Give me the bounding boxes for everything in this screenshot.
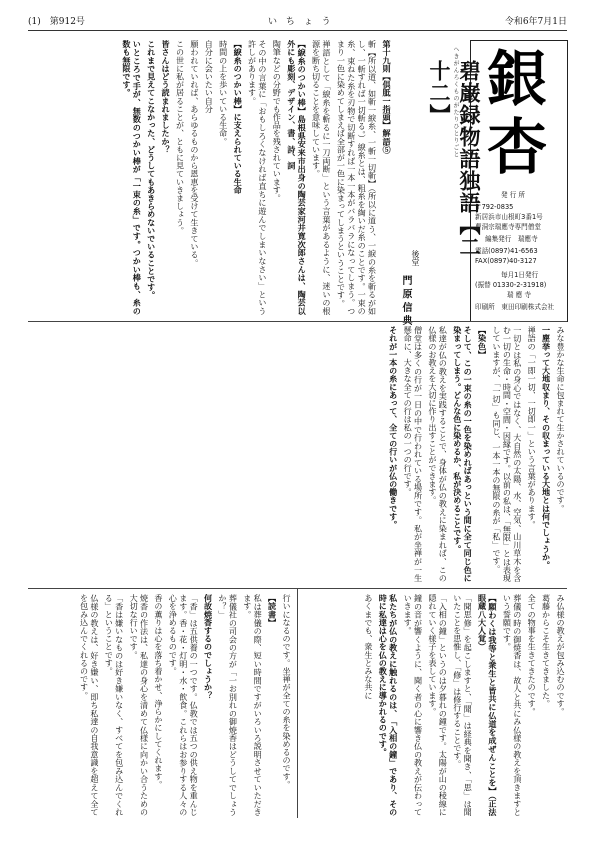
paragraph: 【読書】 [267,594,278,627]
logo-char-2: 杏 [487,113,547,183]
paragraph: 僧堂は多くの行が一日の中で行われている場所です。私が坐禅が一生懸命に、大きな全ての行は私の一つの行です。 [403,326,424,582]
paragraph: 【染色】 [477,326,488,359]
paragraph: 行いになるのです。坐禅が全ての糸を染めるのです。 [282,594,292,789]
paragraph: 葛藤からこそ生きてきました。 [541,594,552,708]
paragraph: この世に私が居ることが、ともに見ていきましょう。 [175,40,186,235]
editor: 編集発行 瑞應寺 [485,235,538,243]
paragraph: 第十九則【倶胝一指頭】解語⑤ [382,40,392,154]
header-rule [28,30,567,31]
paragraph: み仏様の教えが包み込むのです。 [556,594,566,716]
paragraph: あくまでも、衆生とみな共に [363,594,374,700]
paragraph: 「聞思修」を起こしますと、「聞」は経典を聞き、「思」は聞いたことを思惟し、「修」は修行することです。 [452,594,474,816]
fax: FAX(0897)40-3127 [475,257,537,265]
furikae-account: (振替 01330-2-31918) [475,281,547,289]
newsletter-title: い ち ょ う [268,17,334,27]
paragraph: 私たちが仏の教えに触れるのは、「入相の鐘」であり、その時に私達は心を仏の教えに導かれるのです。 [378,594,399,816]
author-label: 後堂 [411,250,420,266]
paragraph: 【綟糸のつかい棒】島根県安来市出身の陶芸家河井寛次郎さんは、陶芸以外にも彫刻、デザイン、書、詩、詞 [286,40,308,315]
paragraph: 斬【所以道、如斬一綟糸、一斬一切斬】（所以に道う、一綟の糸を斬るが如し、一斬すれば一切斬る。）綟糸とは、粗糸を綯いだ糸のことです。一束の糸、束ねた糸を刃物で切断すれば一本一本がバラバラになってしまう。つまり一色に染めてしまえば全部が一色に染まってしまうということです。 [336,40,378,315]
page-header [28,14,567,28]
furikae-name: 瑞 應 寺 [507,291,531,299]
address-line-2: 曹洞宗瑞應寺専門僧堂 [475,223,541,231]
paragraph: 禅語として「綟糸を斬るに一刀両断」という言葉があるように、迷いの根源を断ち切ることを意味しています。 [311,40,332,315]
paragraph: みな豊かな生命に包まれて生かされているのです。 [556,326,566,513]
publisher-label: 発 行 所 [501,191,525,199]
printer: 印刷所 東田印刷株式会社 [475,303,555,311]
paragraph: 私は葬儀の際、短い時間ですがいろいろ説明させていただきます。 [242,594,264,816]
paragraph: いところで手が、無数のつかい棒が「一束の糸」です。つかい棒も、糸の数も無限です。 [121,40,143,315]
masthead-box [470,40,568,322]
article-title: 碧巌録物語独語【二十二】 [427,60,482,258]
paragraph: 自分に会いたい自分 [204,40,215,113]
paragraph: 「香」は五供養の一つです。仏教では五つの供え物を重んじます。香・花・灯明・水・飲食。これらはお参りする人々の心を浄めるものです。 [168,594,200,816]
top-columns [30,40,392,315]
paragraph: それが一本の糸にあって、全ての行いが仏の働きです。 [388,326,399,529]
paragraph: 焼香の作法は、私達の身心を清めて仏様に向かい合うための大切な行いです。 [129,594,150,816]
article-title-ruby: へきがんろくものがたりひとりごと [452,46,459,158]
paragraph: 陶筆などの分野でも作品を残されています。 [272,40,283,202]
paragraph: 私達が仏の教えを実践することで、身体が仏の教えに染まれば、この仏様のお教えを大切に作り出すことができます。 [427,326,449,582]
divider-top [28,321,567,322]
paragraph: 鐘の音が響くように、聞く者の心に響き仏の教えが伝わっていきます。 [403,594,424,816]
paragraph: 「香は嫌いなものは好き嫌いなく、すべてを包み込んでくれる」ということです。 [104,594,125,816]
paragraph: 禅語の「一即一切、一切即一」という言葉があります。 [527,326,538,529]
logo-char-1: 銀 [487,45,547,115]
middle-columns [30,326,566,582]
paragraph: 全ての物事を生きてきたのです。 [527,594,538,716]
postal-code: 〒792-0835 [475,203,514,211]
paragraph: これまで見えてこなかった、どうしてもあきらめないでいることです。 [146,40,157,300]
paragraph: 【綟糸のつかい棒】に支えられている生命 [233,40,244,194]
paragraph: そして、この一束の糸の一色を染めればあっという間に全て同じ色に染まってしまう。どんな色に染めるか、私が決めることです。 [452,326,474,582]
paragraph: 香の薫りは心を落ち着かせ、浄らかにしてくれます。 [153,594,164,789]
issue-number: (1) 第912号 [28,17,85,27]
frequency: 毎月1日発行 [501,271,539,279]
paragraph: 葬儀の時の御焼香は、故人と共にみ仏様の教えを頂きますという誓願です。 [502,594,523,816]
paragraph: 何故焼香するのでしょうか？ [203,594,214,700]
divider-center [297,588,298,818]
author-name: 門 原 信 典 [400,275,411,326]
paragraph: 一塵挙って大地収まり、その収まっている大地とは何でしょうか。 [541,326,552,569]
paragraph: 願われていれば、あらゆるものから恩恵を受けて生きている。 [189,40,200,267]
paragraph: 「入相の鐘」というのは夕暮れの鐘です。太陽が山の稜線に隠れていく様子を表しています。 [427,594,449,816]
paragraph: 皆さんはどう読まれましたか？ [161,40,172,154]
bottom-left-columns [30,594,292,816]
paragraph: 時間の上を歩いている生命。 [218,40,229,146]
telephone: 電話(0897)41-6563 [475,247,538,255]
issue-date: 令和6年7月1日 [504,17,567,27]
paragraph: その中の言葉に「おもしろくなければ直ちに遊んでしまいなさい」という許しがあります。 [247,40,268,315]
bottom-right-columns [302,594,566,816]
address-line-1: 新居浜市山根町3番1号 [475,213,543,221]
paragraph: 仏様の教えは、好き嫌い、即ち私達の自我意識を超えて全てを包み込んでくれるのです。 [79,594,100,816]
paragraph: 葬儀社の司会の方が「一お別れの御焼香はどうしてでしょうか？」 [217,594,239,816]
paragraph: 【願わくは我等と衆生と皆共に仏道を成ぜんことを】（正法眼蔵八大人覚） [477,594,498,816]
paragraph: 一切とは私の身心ではなく、大自然の太陽、水、空気、山川草木を含む一切の生命・時間・空間・因縁です。以前の私は、「無限」とは表現していますが、「一切」も同じ、一本一本の無限の糸が「私」です。 [491,326,523,582]
